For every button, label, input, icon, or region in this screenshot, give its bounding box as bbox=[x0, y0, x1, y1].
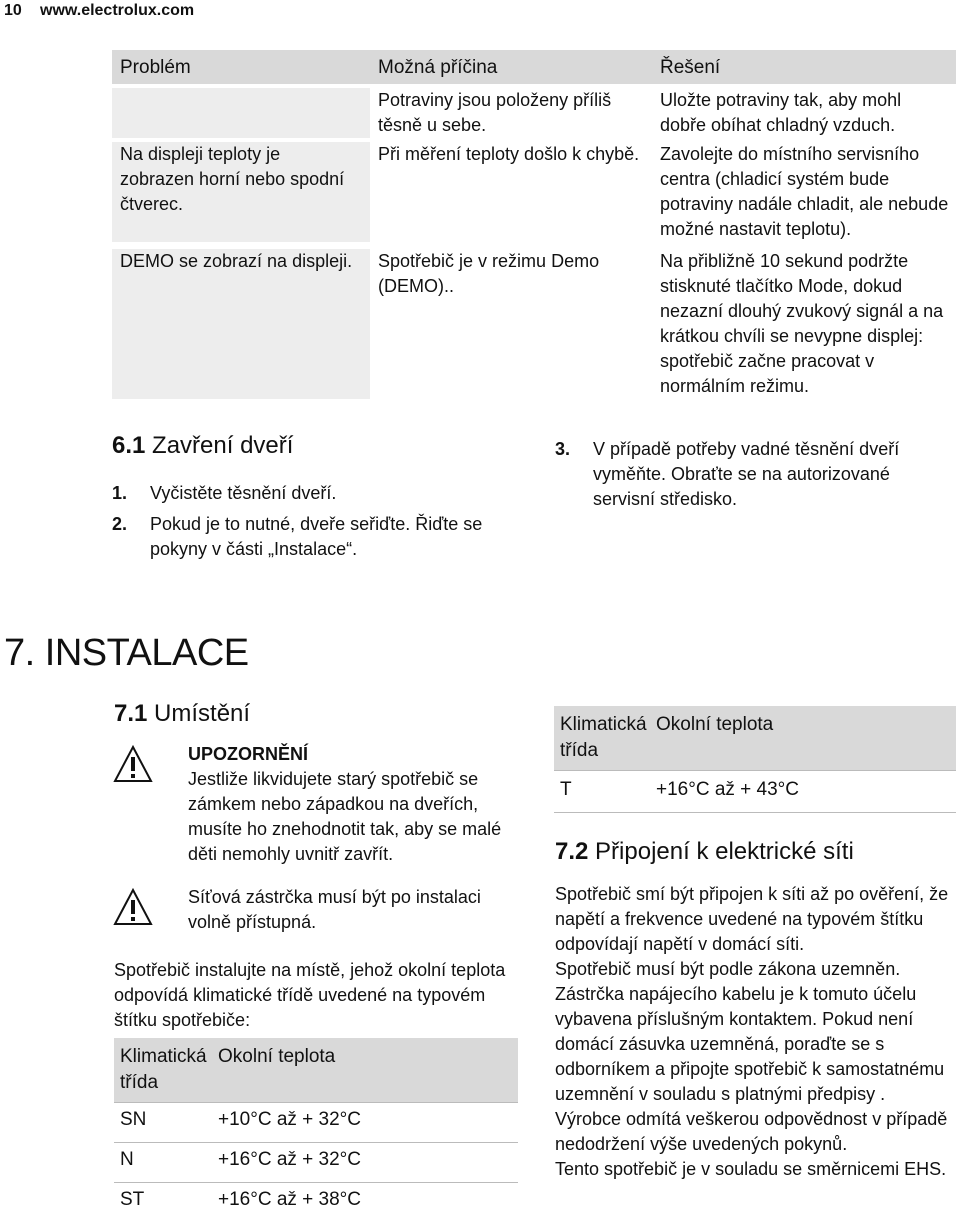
column-header-problem: Problém bbox=[120, 56, 191, 78]
chapter-heading bbox=[4, 632, 249, 675]
table-row bbox=[114, 1183, 518, 1220]
table-row bbox=[112, 84, 956, 138]
section-6-1-heading bbox=[112, 432, 293, 460]
cell-ambient-temperature: +16°C až + 38°C bbox=[212, 1183, 518, 1220]
step-text: V případě potřeby vadné těsnění dveří vyměňte. Obraťte se na autorizované servisní středisko. bbox=[593, 439, 900, 509]
step-text: Vyčistěte těsnění dveří. bbox=[150, 483, 337, 503]
cell-cause: Spotřebič je v režimu Demo (DEMO).. bbox=[378, 251, 600, 296]
step-text: Pokud je to nutné, dveře seřiďte. Řiďte se pokyny v části „Instalace“. bbox=[150, 514, 483, 559]
paragraph: Spotřebič smí být připojen k síti až po ověření, že napětí a frekvence uvedené na typovém štítku odpovídají napětí v domácí síti. bbox=[555, 884, 949, 954]
electrical-connection-text bbox=[555, 882, 957, 1182]
step-1 bbox=[112, 481, 472, 506]
troubleshooting-table bbox=[112, 50, 956, 399]
column-header-solution: Řešení bbox=[660, 56, 721, 78]
installation-body-text: Spotřebič instalujte na místě, jehož okolní teplota odpovídá klimatické třídě uvedené na typovém štítku spotřebiče: bbox=[114, 960, 506, 1030]
warning-2-text: Síťová zástrčka musí být po instalaci volně přístupná. bbox=[188, 887, 481, 932]
section-title: Umístění bbox=[154, 700, 251, 727]
section-7-1-heading bbox=[114, 700, 250, 728]
page-header bbox=[4, 2, 194, 20]
paragraph: Výrobce odmítá veškerou odpovědnost v případě nedodržení výše uvedených pokynů. bbox=[555, 1109, 948, 1154]
section-title: Připojení k elektrické síti bbox=[595, 838, 854, 865]
climate-class-table bbox=[114, 1038, 518, 1220]
step-number: 2. bbox=[112, 514, 128, 534]
cell-climate-class: T bbox=[554, 771, 650, 813]
climate-class-table-continued bbox=[554, 706, 956, 813]
cell-ambient-temperature: +16°C až + 32°C bbox=[212, 1143, 518, 1183]
table-header bbox=[554, 706, 956, 771]
cell-cause: Při měření teploty došlo k chybě. bbox=[378, 144, 640, 164]
section-title: Zavření dveří bbox=[152, 432, 294, 459]
section-number: 7.1 bbox=[114, 700, 148, 727]
table-row bbox=[114, 1143, 518, 1183]
cell-climate-class: SN bbox=[114, 1103, 212, 1143]
step-2 bbox=[112, 512, 502, 562]
table-row bbox=[114, 1103, 518, 1143]
header-climate-class: Klimatická třída bbox=[114, 1038, 212, 1103]
site-url: www.electrolux.com bbox=[40, 2, 195, 19]
cell-ambient-temperature: +16°C až + 43°C bbox=[650, 771, 956, 813]
paragraph: Tento spotřebič je v souladu se směrnicemi EHS. bbox=[555, 1159, 947, 1179]
cell-cause: Potraviny jsou položeny příliš těsně u sebe. bbox=[378, 90, 612, 135]
table-row bbox=[554, 771, 956, 813]
warning-heading: UPOZORNĚNÍ bbox=[188, 744, 309, 764]
section-7-2-heading bbox=[555, 838, 854, 866]
warning-triangle-icon bbox=[113, 745, 153, 783]
step-number: 3. bbox=[555, 439, 571, 459]
cell-problem: Na displeji teploty je zobrazen horní nebo spodní čtverec. bbox=[112, 142, 370, 242]
cell-solution: Uložte potraviny tak, aby mohl dobře obíhat chladný vzduch. bbox=[660, 90, 902, 135]
cell-problem bbox=[112, 88, 370, 138]
chapter-title: INSTALACE bbox=[44, 632, 249, 674]
cell-ambient-temperature: +10°C až + 32°C bbox=[212, 1103, 518, 1143]
section-number: 6.1 bbox=[112, 432, 146, 459]
chapter-number: 7. bbox=[4, 632, 35, 674]
warning-text: Jestliže likvidujete starý spotřebič se zámkem nebo západkou na dveřích, musíte ho znehodnotit tak, aby se malé děti nemohly uvnitř zavřít. bbox=[188, 769, 502, 864]
header-ambient-temperature: Okolní teplota bbox=[212, 1038, 518, 1103]
cell-solution: Na přibližně 10 sekund podržte stisknuté tlačítko Mode, dokud nezazní dlouhý zvukový signál a na krátkou chvíli se nevypne displej: spotřebič začne pracovat v normálním režimu. bbox=[660, 251, 944, 396]
cell-solution: Zavolejte do místního servisního centra (chladicí systém bude potraviny nadále chladit, ale nebude možné nastavit teplotu). bbox=[660, 144, 949, 239]
section-number: 7.2 bbox=[555, 838, 589, 865]
column-header-cause: Možná příčina bbox=[378, 56, 498, 78]
warning-block bbox=[188, 742, 518, 867]
header-climate-class: Klimatická třída bbox=[554, 706, 650, 771]
table-header bbox=[114, 1038, 518, 1103]
step-3 bbox=[555, 437, 955, 512]
warning-triangle-icon bbox=[113, 888, 153, 926]
table-row bbox=[112, 138, 956, 242]
page-number: 10 bbox=[4, 2, 22, 19]
table-header bbox=[112, 50, 956, 84]
header-ambient-temperature: Okolní teplota bbox=[650, 706, 956, 771]
paragraph: Spotřebič musí být podle zákona uzemněn. Zástrčka napájecího kabelu je k tomuto účelu vybavena příslušným kontaktem. Pokud není domácí zásuvka uzemněná, poraďte se s odborníkem a připojte spotřebič k samostatnému uzemnění v souladu s platnými předpisy . bbox=[555, 959, 945, 1104]
cell-problem: DEMO se zobrazí na displeji. bbox=[112, 249, 370, 399]
step-number: 1. bbox=[112, 483, 128, 503]
cell-climate-class: N bbox=[114, 1143, 212, 1183]
cell-climate-class: ST bbox=[114, 1183, 212, 1220]
table-row bbox=[112, 242, 956, 399]
